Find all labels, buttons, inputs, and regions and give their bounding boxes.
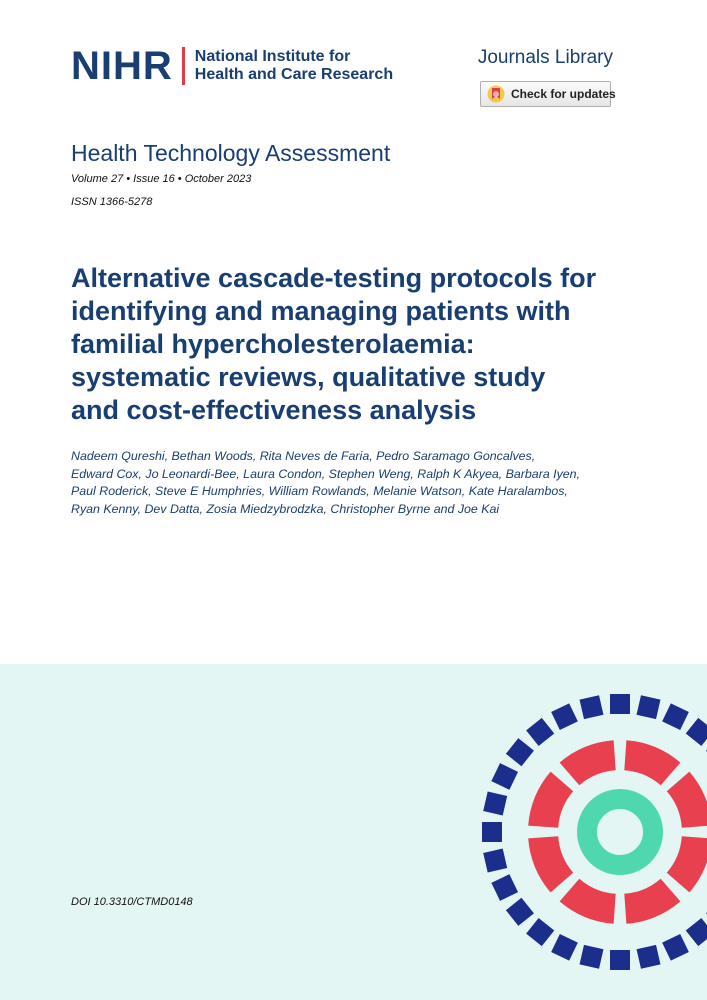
outer-ring-square: [686, 718, 707, 746]
outer-ring-square: [482, 822, 502, 842]
outer-ring-square: [506, 898, 534, 926]
outer-ring-square: [662, 703, 689, 730]
middle-ring-segment: [528, 772, 573, 828]
logo-line-2: Health and Care Research: [194, 66, 394, 83]
logo-divider: [182, 47, 185, 85]
issn: ISSN 1366-5278: [71, 196, 153, 208]
nihr-logo-mark: NIHR: [71, 44, 173, 88]
author-line: Paul Roderick, Steve E Humphries, William Rowlands, Melanie Watson, Kate Haralambos,: [71, 484, 568, 499]
outer-ring-square: [483, 849, 507, 873]
outer-ring-square: [491, 763, 518, 790]
journal-title: Health Technology Assessment: [71, 140, 391, 166]
article-title-line: Alternative cascade-testing protocols for: [71, 263, 597, 293]
outer-ring-square: [551, 934, 578, 961]
check-for-updates-button[interactable]: [480, 81, 616, 107]
outer-ring-square: [491, 874, 518, 901]
outer-ring-square: [637, 695, 661, 719]
logo: [71, 46, 393, 86]
logo-text: [195, 48, 393, 84]
doi: DOI 10.3310/CTMD0148: [71, 896, 193, 908]
outer-ring-square: [686, 918, 707, 946]
outer-ring-square: [551, 703, 578, 730]
volume-issue-date: Volume 27 • Issue 16 • October 2023: [71, 173, 252, 185]
outer-ring-square: [662, 934, 689, 961]
outer-ring-square: [506, 738, 534, 766]
article-title-line: systematic reviews, qualitative study: [71, 362, 546, 392]
article-title-line: identifying and managing patients with: [71, 296, 571, 326]
crossmark-icon: [487, 85, 505, 103]
journals-library-label: Journals Library: [477, 47, 613, 68]
center-ring: [587, 799, 653, 865]
outer-ring-square: [580, 695, 604, 719]
middle-ring-segment: [528, 836, 573, 892]
check-for-updates-label: Check for updates: [511, 87, 616, 101]
author-line: Edward Cox, Jo Leonardi-Bee, Laura Condon, Stephen Weng, Ralph K Akyea, Barbara Iyen,: [71, 466, 581, 481]
article-title-line: and cost-effectiveness analysis: [71, 395, 477, 425]
outer-ring-square: [610, 950, 630, 970]
outer-ring-square: [580, 945, 604, 969]
middle-ring-segment: [624, 879, 680, 924]
outer-ring-square: [526, 718, 554, 746]
middle-ring-segment: [560, 879, 616, 924]
outer-ring-square: [526, 918, 554, 946]
author-line: Ryan Kenny, Dev Datta, Zosia Miedzybrodzka, Christopher Byrne and Joe Kai: [71, 502, 500, 517]
article-title-line: familial hypercholesterolaemia:: [71, 329, 475, 359]
outer-ring-square: [483, 792, 507, 816]
middle-ring-segment: [624, 740, 680, 785]
author-list: [71, 448, 671, 519]
logo-line-1: National Institute for: [194, 48, 351, 65]
article-title: [71, 262, 631, 427]
author-line: Nadeem Qureshi, Bethan Woods, Rita Neves de Faria, Pedro Saramago Goncalves,: [71, 449, 536, 463]
concentric-rings-graphic: [474, 686, 707, 1000]
middle-segment-ring: [528, 740, 707, 924]
middle-ring-segment: [667, 836, 707, 892]
middle-ring-segment: [667, 772, 707, 828]
middle-ring-segment: [560, 740, 616, 785]
outer-ring-square: [610, 694, 630, 714]
outer-ring-square: [637, 945, 661, 969]
